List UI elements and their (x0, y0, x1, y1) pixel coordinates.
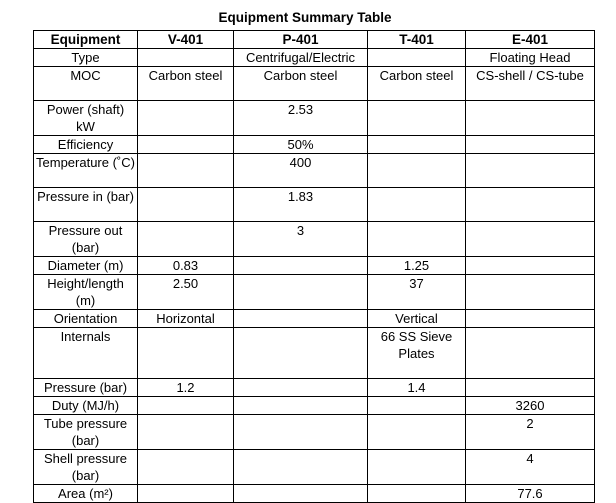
cell-e401 (466, 328, 595, 379)
column-header-e401: E-401 (466, 31, 595, 49)
row-label: Internals (34, 328, 138, 379)
table-row (34, 154, 595, 188)
row-label: Pressure out (bar) (34, 222, 138, 257)
cell-t401 (368, 450, 466, 485)
cell-v401 (138, 397, 234, 415)
cell-v401 (138, 450, 234, 485)
row-label: Pressure in (bar) (34, 188, 138, 222)
cell-p401 (234, 257, 368, 275)
cell-p401: Centrifugal/Electric (234, 49, 368, 67)
cell-e401 (466, 188, 595, 222)
table-row (34, 136, 595, 154)
cell-v401: Horizontal (138, 310, 234, 328)
table-row (34, 328, 595, 379)
cell-t401: 1.4 (368, 379, 466, 397)
cell-e401: 77.6 (466, 485, 595, 503)
cell-e401 (466, 101, 595, 136)
cell-p401: 3 (234, 222, 368, 257)
cell-t401 (368, 222, 466, 257)
cell-e401: 3260 (466, 397, 595, 415)
cell-p401: 1.83 (234, 188, 368, 222)
cell-p401: 2.53 (234, 101, 368, 136)
row-label: Diameter (m) (34, 257, 138, 275)
row-label: Power (shaft) kW (34, 101, 138, 136)
cell-p401: Carbon steel (234, 67, 368, 101)
table-row (34, 101, 595, 136)
row-label: Temperature (˚C) (34, 154, 138, 188)
row-label: Shell pressure (bar) (34, 450, 138, 485)
cell-p401 (234, 379, 368, 397)
cell-v401 (138, 101, 234, 136)
cell-v401 (138, 136, 234, 154)
cell-t401 (368, 188, 466, 222)
cell-t401 (368, 415, 466, 450)
cell-v401: 0.83 (138, 257, 234, 275)
cell-e401 (466, 222, 595, 257)
cell-t401: 66 SS Sieve Plates (368, 328, 466, 379)
table-row (34, 222, 595, 257)
row-label: Pressure (bar) (34, 379, 138, 397)
row-label: Efficiency (34, 136, 138, 154)
cell-t401 (368, 101, 466, 136)
cell-t401 (368, 49, 466, 67)
table-row (34, 450, 595, 485)
cell-e401: Floating Head (466, 49, 595, 67)
table-row (34, 275, 595, 310)
cell-p401 (234, 397, 368, 415)
cell-t401: 37 (368, 275, 466, 310)
table-title: Equipment Summary Table (218, 10, 392, 25)
cell-t401: Vertical (368, 310, 466, 328)
column-header-p401: P-401 (234, 31, 368, 49)
cell-v401 (138, 328, 234, 379)
cell-p401: 50% (234, 136, 368, 154)
column-header-equipment: Equipment (34, 31, 138, 49)
row-label: Orientation (34, 310, 138, 328)
cell-e401 (466, 154, 595, 188)
cell-e401 (466, 257, 595, 275)
row-label: Tube pressure (bar) (34, 415, 138, 450)
table-row (34, 379, 595, 397)
cell-p401 (234, 275, 368, 310)
cell-v401 (138, 415, 234, 450)
cell-e401 (466, 310, 595, 328)
table-body (34, 49, 595, 503)
cell-p401 (234, 450, 368, 485)
cell-e401 (466, 136, 595, 154)
cell-v401: Carbon steel (138, 67, 234, 101)
cell-p401 (234, 328, 368, 379)
table-row (34, 67, 595, 101)
table-row (34, 49, 595, 67)
row-label: Type (34, 49, 138, 67)
cell-e401: 2 (466, 415, 595, 450)
cell-p401 (234, 415, 368, 450)
cell-e401 (466, 379, 595, 397)
cell-t401: 1.25 (368, 257, 466, 275)
cell-t401 (368, 397, 466, 415)
cell-v401: 1.2 (138, 379, 234, 397)
cell-v401: 2.50 (138, 275, 234, 310)
cell-v401 (138, 485, 234, 503)
cell-t401 (368, 154, 466, 188)
row-label: Area (m²) (34, 485, 138, 503)
table-row (34, 415, 595, 450)
cell-t401 (368, 485, 466, 503)
column-header-t401: T-401 (368, 31, 466, 49)
cell-p401 (234, 310, 368, 328)
row-label: Duty (MJ/h) (34, 397, 138, 415)
table-row (34, 257, 595, 275)
equipment-summary-table (33, 30, 595, 503)
table-row (34, 397, 595, 415)
table-row (34, 485, 595, 503)
cell-e401: CS-shell / CS-tube (466, 67, 595, 101)
cell-e401: 4 (466, 450, 595, 485)
row-label: MOC (34, 67, 138, 101)
cell-p401 (234, 485, 368, 503)
table-row (34, 188, 595, 222)
cell-v401 (138, 154, 234, 188)
cell-v401 (138, 49, 234, 67)
row-label: Height/length (m) (34, 275, 138, 310)
cell-t401 (368, 136, 466, 154)
header-row (34, 31, 595, 49)
cell-p401: 400 (234, 154, 368, 188)
cell-t401: Carbon steel (368, 67, 466, 101)
table-row (34, 310, 595, 328)
cell-e401 (466, 275, 595, 310)
cell-v401 (138, 222, 234, 257)
cell-v401 (138, 188, 234, 222)
column-header-v401: V-401 (138, 31, 234, 49)
